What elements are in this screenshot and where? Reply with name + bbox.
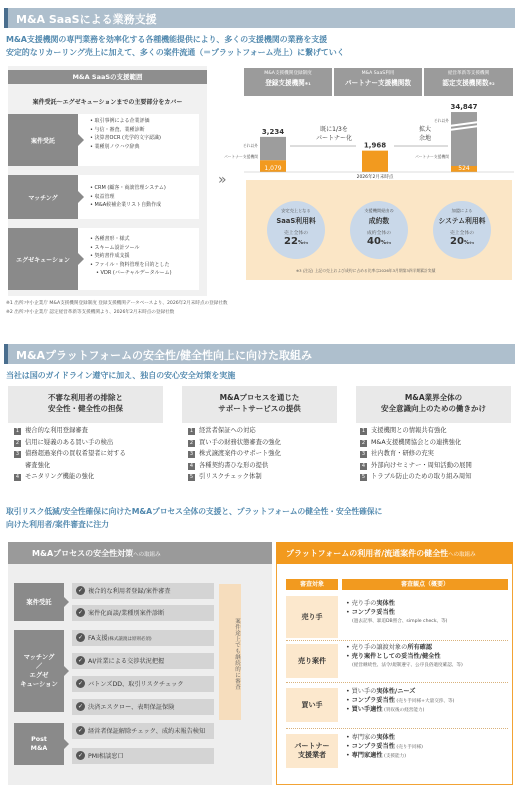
process-item bbox=[72, 583, 214, 599]
platform-point-bold: 実体性 bbox=[376, 600, 395, 607]
initiative-title-line1: 不審な利用者の排除と bbox=[48, 393, 123, 402]
initiative-item bbox=[188, 471, 281, 483]
platform-point-small: (支援能力) bbox=[382, 754, 406, 760]
legend-other-label: それ以外 bbox=[433, 118, 449, 124]
footnote-1: ※1 出所:中小企業庁 M&A支援機関登録制度 登録支援機関データベースより、2026年2月末時点の登録社数 bbox=[6, 301, 228, 306]
number-badge-icon: 2 bbox=[361, 439, 366, 446]
process-item bbox=[72, 653, 214, 669]
initiative-item bbox=[188, 460, 281, 472]
chevron-right-icon: » bbox=[218, 172, 227, 188]
circle-caption: 支援機関経由の bbox=[364, 208, 394, 213]
legend-other-label: それ以外 bbox=[242, 142, 258, 148]
initiative-list-1 bbox=[14, 425, 126, 483]
process-item bbox=[72, 676, 214, 692]
legend-partner-label: パートナー支援機関 bbox=[223, 154, 258, 159]
scope-item: • 業種別ノウハウ辞典 bbox=[90, 143, 161, 152]
platform-point-text: 買い手の bbox=[351, 688, 377, 695]
footnote-2: ※2 出所:中小企業庁 認定経営革新等支援機関より、2026年2月末時点の登録社数 bbox=[6, 310, 175, 315]
initiative-item bbox=[360, 448, 472, 460]
saas-scope-header: M&A SaaSの支援範囲 bbox=[8, 70, 207, 84]
initiative-item bbox=[188, 437, 281, 449]
circle-value-number: 40 bbox=[367, 236, 381, 247]
initiative-item-text: 各種契約書ひな形の提供 bbox=[199, 461, 269, 469]
platform-point-bold: コンプラ妥当性 bbox=[351, 696, 395, 704]
bar-other bbox=[451, 112, 477, 166]
platform-row-label-buyer: 買い手 bbox=[286, 688, 338, 722]
process-group-label-3: Post M&A bbox=[14, 723, 64, 765]
number-badge-icon: 3 bbox=[361, 451, 366, 458]
section1-title: M&A SaaSによる業務支援 bbox=[16, 13, 157, 26]
platform-panel-header bbox=[276, 542, 513, 564]
platform-point: • 買い手適性 (買収後の経営能力) bbox=[346, 706, 425, 714]
initiative-item-text: トラブル防止のための取り組み周知 bbox=[371, 473, 472, 481]
platform-point-bold: 専門家適性 bbox=[351, 752, 383, 760]
column-header-small: M&A支援機関登録制度 bbox=[264, 71, 312, 76]
column-header-big-text: 登録支援機関 bbox=[265, 79, 305, 87]
scope-item: • CRM (顧客・商談管理システム) bbox=[90, 184, 166, 193]
circle-value-sup: ※3 bbox=[302, 241, 308, 245]
initiative-item-text: 債務超過案件の買収希望者に対する bbox=[25, 450, 126, 458]
process-panel-header bbox=[8, 542, 272, 564]
circle-value-unit: % bbox=[463, 240, 469, 246]
process-item-text: バトンズDD、取引リスクチェック bbox=[88, 681, 184, 688]
circle-caption: 安定売上となる bbox=[281, 208, 311, 213]
circle-title: システム利用料 bbox=[438, 217, 486, 225]
circle-note: ※3 (注記) 上記の売上および成約に占める比率は2026年3月期第3四半期累計実績 bbox=[296, 268, 436, 273]
platform-point: • 売り手の譲渡対象の所有確認 bbox=[346, 644, 433, 651]
chart-date-label: 2026年2月末時点 bbox=[356, 175, 394, 180]
initiative-item-text: 引リスクチェック体制 bbox=[199, 473, 262, 481]
circle-value bbox=[267, 236, 325, 247]
row-divider bbox=[286, 728, 508, 729]
initiative-item-text: 買い手の財務状態審査の強化 bbox=[199, 438, 281, 446]
scope-item: • 契約書作成支援 bbox=[90, 252, 172, 261]
initiative-item bbox=[188, 425, 281, 437]
circle-title: 成約数 bbox=[368, 217, 390, 225]
initiative-item bbox=[360, 471, 472, 483]
metric-circle-saas bbox=[267, 201, 325, 259]
initiative-item bbox=[14, 471, 126, 483]
process-group-label-2: マッチング ／ エグゼ キューション bbox=[14, 630, 64, 712]
process-item bbox=[72, 748, 214, 764]
initiative-item bbox=[360, 425, 472, 437]
initiative-item bbox=[360, 460, 472, 472]
platform-point-bold: コンプラ妥当性 bbox=[351, 608, 395, 616]
platform-row-label-partner: パートナー 支援業者 bbox=[286, 734, 338, 768]
section2-title: M&Aプラットフォームの安全性/健全性向上に向けた取組み bbox=[16, 349, 312, 362]
number-badge-icon: 2 bbox=[189, 439, 194, 446]
initiative-item bbox=[14, 425, 126, 437]
metric-circle-deals bbox=[350, 201, 408, 259]
circle-value-sup: ※3 bbox=[468, 241, 474, 245]
column-header-big bbox=[424, 77, 513, 87]
column-header-small: M&A SaaS利用 bbox=[361, 71, 395, 76]
platform-row-desc-buyer bbox=[346, 688, 454, 716]
section1-header-bar bbox=[4, 8, 8, 28]
initiative-title-line2: サポートサービスの提供 bbox=[218, 404, 301, 413]
circle-value-unit: % bbox=[297, 240, 303, 246]
process-item-text: 経営者保証解除チェック、成約未報告検知 bbox=[88, 728, 206, 735]
process-item-note: (株式譲渡は原則必須) bbox=[107, 637, 152, 642]
scope-item: • 決算書OCR (光学的文字認識) bbox=[90, 134, 161, 143]
initiative-item-text: 複合的な利用登録審査 bbox=[25, 427, 88, 434]
initiative-item-text: 審査強化 bbox=[25, 461, 51, 469]
initiative-item-text: M&A支援機関協会との連携強化 bbox=[371, 438, 462, 446]
process-title: M&Aプロセスの安全性対策 bbox=[32, 549, 134, 558]
number-badge-icon: 4 bbox=[361, 462, 366, 469]
statement-line2: 向けた利用者/案件審査に注力 bbox=[6, 520, 109, 529]
scope-item: • 収益管理 bbox=[90, 193, 166, 202]
number-badge-icon: 3 bbox=[189, 451, 194, 458]
section2-header-bar bbox=[4, 344, 8, 364]
initiative-list-2 bbox=[188, 425, 281, 483]
scope-row-list-1 bbox=[90, 117, 161, 151]
column-header-big bbox=[244, 77, 332, 87]
initiative-item-text: 信用に疑義のある買い手の検出 bbox=[25, 438, 114, 446]
circle-value-unit: % bbox=[380, 240, 386, 246]
number-badge-icon: 1 bbox=[15, 428, 20, 434]
initiative-item bbox=[14, 437, 126, 449]
platform-point-small: (買収後の経営能力) bbox=[382, 708, 425, 714]
platform-title-suffix: への取組み bbox=[448, 552, 476, 558]
check-circle-icon: ✓ bbox=[77, 703, 84, 710]
initiative-item bbox=[14, 460, 126, 472]
initiative-item-text: 株式譲渡案件のサポート強化 bbox=[199, 450, 281, 458]
bar-partner-label: 524 bbox=[458, 165, 470, 172]
statement-line1: 取引リスク低減/安全性確保に向けたM&Aプロセス全体の支援と、プラットフォームの健全性・安全性確保に bbox=[6, 507, 383, 516]
number-badge-icon: 4 bbox=[189, 462, 194, 469]
circle-caption: 加盟による bbox=[451, 208, 473, 213]
bar-value-label: 1,968 bbox=[363, 141, 387, 150]
scope-item: • ファイル・資料管理を目的とした bbox=[90, 261, 172, 270]
check-circle-icon: ✓ bbox=[77, 680, 84, 687]
process-item-text: PMI相談窓口 bbox=[88, 753, 124, 760]
column-header-sup: ※2 bbox=[488, 82, 495, 86]
process-item-text: 決済エスクロー、表明保証保険 bbox=[88, 704, 175, 711]
number-badge-icon: 2 bbox=[15, 439, 20, 446]
platform-point-note bbox=[346, 661, 463, 671]
platform-point-note bbox=[346, 617, 447, 627]
annotation-left-2: パートナー化 bbox=[315, 135, 353, 142]
initiative-title-line2: 安全性・健全性の担保 bbox=[48, 404, 123, 413]
initiative-item bbox=[14, 448, 126, 460]
scope-item: • 各種書形・様式 bbox=[90, 235, 172, 244]
column-header-sup: ※1 bbox=[304, 82, 311, 86]
continuous-review-tag: 案件途上でも継続的に審査 bbox=[219, 584, 241, 720]
column-header-certified bbox=[424, 68, 513, 96]
section1-lead-line2: 安定的なリカーリング売上に加えて、多くの案件流通（＝プラットフォーム売上）に繋げていく bbox=[6, 48, 345, 57]
platform-row-desc-seller bbox=[346, 600, 447, 627]
initiative-box-1 bbox=[8, 386, 163, 423]
column-header-small: 経営革新等支援機関 bbox=[447, 71, 490, 76]
check-circle-icon: ✓ bbox=[77, 657, 84, 664]
process-item-text: FA支援 bbox=[88, 635, 108, 642]
metric-circle-system bbox=[433, 201, 491, 259]
partner-chart bbox=[223, 98, 514, 180]
platform-point-small: (売り手同様+大量交渉、等) bbox=[394, 698, 455, 704]
circle-subcaption: 売上全体の bbox=[450, 231, 474, 236]
check-circle-icon: ✓ bbox=[77, 727, 84, 734]
initiative-box-3 bbox=[356, 386, 511, 423]
process-item-text: AI/営業による交渉状況把握 bbox=[88, 658, 165, 665]
initiative-item bbox=[188, 448, 281, 460]
initiative-item-text: 社内教育・研修の充実 bbox=[371, 450, 434, 458]
platform-point-small: (過去記事、暴追DB照合、simple check、等) bbox=[352, 619, 448, 625]
platform-point-bold: 売り案件としての妥当性/健全性 bbox=[351, 652, 441, 660]
platform-col-target: 審査対象 bbox=[286, 579, 338, 590]
platform-point: • 専門家の実体性 bbox=[346, 734, 395, 741]
scope-item: • 取引事例による企業評価 bbox=[90, 117, 161, 126]
row-divider bbox=[286, 640, 508, 641]
process-item bbox=[72, 605, 214, 621]
scope-row-label-2: マッチング bbox=[8, 175, 78, 219]
scope-item-cont: • VDR (バーチャルデータルーム) bbox=[90, 269, 172, 278]
process-title-suffix: への取組み bbox=[133, 552, 161, 558]
bar-value-label: 34,847 bbox=[450, 103, 478, 112]
annotation-right-2: 余地 bbox=[418, 135, 432, 142]
circle-value bbox=[433, 236, 491, 247]
check-circle-icon: ✓ bbox=[77, 587, 84, 594]
process-item bbox=[72, 630, 214, 646]
scope-item: • 与信・審査、業種診断 bbox=[90, 126, 161, 135]
initiative-title-line1: M&Aプロセスを通じた bbox=[219, 393, 300, 402]
platform-point-bold: 実体性 bbox=[376, 734, 395, 741]
platform-point: • 売り案件としての妥当性/健全性 bbox=[346, 652, 441, 660]
platform-col-viewpoint: 審査観点（概要） bbox=[342, 579, 508, 590]
circle-value-number: 22 bbox=[284, 236, 298, 247]
scope-item: • M&A候補企業リスト自動作成 bbox=[90, 201, 166, 210]
circle-value-sup: ※3 bbox=[385, 241, 391, 245]
annotation-right: 拡大 bbox=[418, 126, 432, 133]
section2-header bbox=[4, 344, 515, 364]
process-item-text: 案件化面談/業種別案件診断 bbox=[88, 610, 165, 617]
platform-point-bold: 買い手適性 bbox=[351, 706, 383, 714]
check-circle-icon: ✓ bbox=[77, 609, 84, 616]
scope-item: • スキーム設計ツール bbox=[90, 244, 172, 253]
platform-point-small: (経営継続性、法令/規制遵守、公序良俗適度確認、等) bbox=[352, 663, 463, 669]
platform-point-bold: 実体性/ニーズ bbox=[376, 688, 416, 695]
column-header-big-text: 認定支援機関数 bbox=[442, 79, 489, 87]
column-header-partner bbox=[334, 68, 422, 96]
saas-scope-subheader: 案件受託～エグゼキューションまでの主要部分をカバー bbox=[32, 99, 183, 106]
bar-partner-label: 1,079 bbox=[264, 165, 282, 172]
initiative-item-text: モニタリング機能の強化 bbox=[25, 473, 95, 481]
platform-point-bold: 所有確認 bbox=[407, 644, 433, 651]
platform-point-bold: コンプラ妥当性 bbox=[351, 742, 395, 750]
process-item bbox=[72, 699, 214, 715]
process-item bbox=[72, 723, 214, 739]
section2-lead: 当社は国のガイドライン遵守に加え、独自の安心安全対策を実施 bbox=[6, 371, 236, 380]
scope-row-list-2 bbox=[90, 184, 166, 210]
number-badge-icon: 1 bbox=[189, 428, 194, 434]
platform-point: • コンプラ妥当性 bbox=[346, 608, 395, 616]
platform-point: • 売り手の実体性 bbox=[346, 600, 395, 607]
scope-row-label-1: 案件受託 bbox=[8, 114, 78, 166]
platform-point: • 買い手の実体性/ニーズ bbox=[346, 688, 416, 695]
scope-row-label-3: エグゼキューション bbox=[8, 228, 78, 290]
platform-point: • コンプラ妥当性 (売り手同様) bbox=[346, 742, 423, 750]
circle-value-number: 20 bbox=[450, 236, 464, 247]
circle-subcaption: 成約全体の bbox=[367, 231, 391, 236]
initiative-item bbox=[360, 437, 472, 449]
initiative-item-text: 外部向けセミナー・周知活動の展開 bbox=[371, 461, 472, 469]
initiative-box-2 bbox=[182, 386, 337, 423]
number-badge-icon: 3 bbox=[15, 451, 20, 458]
scope-row-list-3 bbox=[90, 235, 172, 278]
initiative-item-text: 支援機関との情報共有強化 bbox=[371, 427, 447, 434]
platform-point: • 専門家適性 (支援能力) bbox=[346, 752, 406, 760]
number-badge-icon: 5 bbox=[361, 474, 366, 481]
section1-header bbox=[4, 8, 515, 28]
platform-point-text: 専門家の bbox=[351, 734, 377, 741]
circle-value bbox=[350, 236, 408, 247]
initiative-list-3 bbox=[360, 425, 472, 483]
platform-row-desc-deal bbox=[346, 644, 463, 671]
platform-point: • コンプラ妥当性 (売り手同様+大量交渉、等) bbox=[346, 696, 455, 704]
platform-row-label-deal: 売り案件 bbox=[286, 644, 338, 678]
column-header-big: パートナー支援機関数 bbox=[345, 79, 411, 87]
circle-title: SaaS利用料 bbox=[276, 217, 316, 225]
bar-value-label: 3,234 bbox=[261, 127, 285, 136]
row-divider bbox=[286, 682, 508, 683]
number-badge-icon: 4 bbox=[15, 474, 20, 481]
check-circle-icon: ✓ bbox=[77, 634, 84, 641]
legend-partner-label: パートナー支援機関 bbox=[414, 154, 449, 159]
initiative-title-line1: M&A業界全体の bbox=[404, 393, 463, 402]
check-circle-icon: ✓ bbox=[77, 752, 84, 759]
process-item-text: 複合的な利用者登録/案件審査 bbox=[88, 588, 171, 595]
annotation-left: 既に1/3を bbox=[320, 126, 348, 133]
number-badge-icon: 5 bbox=[189, 474, 194, 481]
bar-other bbox=[260, 137, 286, 160]
platform-point-text: 売り手の譲渡対象の bbox=[351, 644, 408, 651]
initiative-item-text: 経営者保証への対応 bbox=[199, 427, 256, 434]
platform-point-small: (売り手同様) bbox=[394, 744, 423, 750]
platform-point-text: 売り手の bbox=[351, 600, 377, 607]
platform-row-label-seller: 売り手 bbox=[286, 596, 338, 638]
process-group-label-1: 案件受託 bbox=[14, 583, 64, 621]
initiative-title-line2: 安全意識向上のための働きかけ bbox=[381, 404, 486, 413]
section1-lead-line1: M&A支援機関の専門業務を効率化する各種機能提供により、多くの支援機関の業務を支援 bbox=[6, 35, 328, 44]
bar-partner-total bbox=[362, 151, 388, 172]
platform-title: プラットフォームの利用者/流通案件の健全性 bbox=[286, 549, 449, 558]
number-badge-icon: 1 bbox=[361, 428, 366, 434]
platform-row-desc-partner bbox=[346, 734, 423, 762]
circle-subcaption: 売上全体の bbox=[284, 231, 308, 236]
column-header-registered bbox=[244, 68, 332, 96]
